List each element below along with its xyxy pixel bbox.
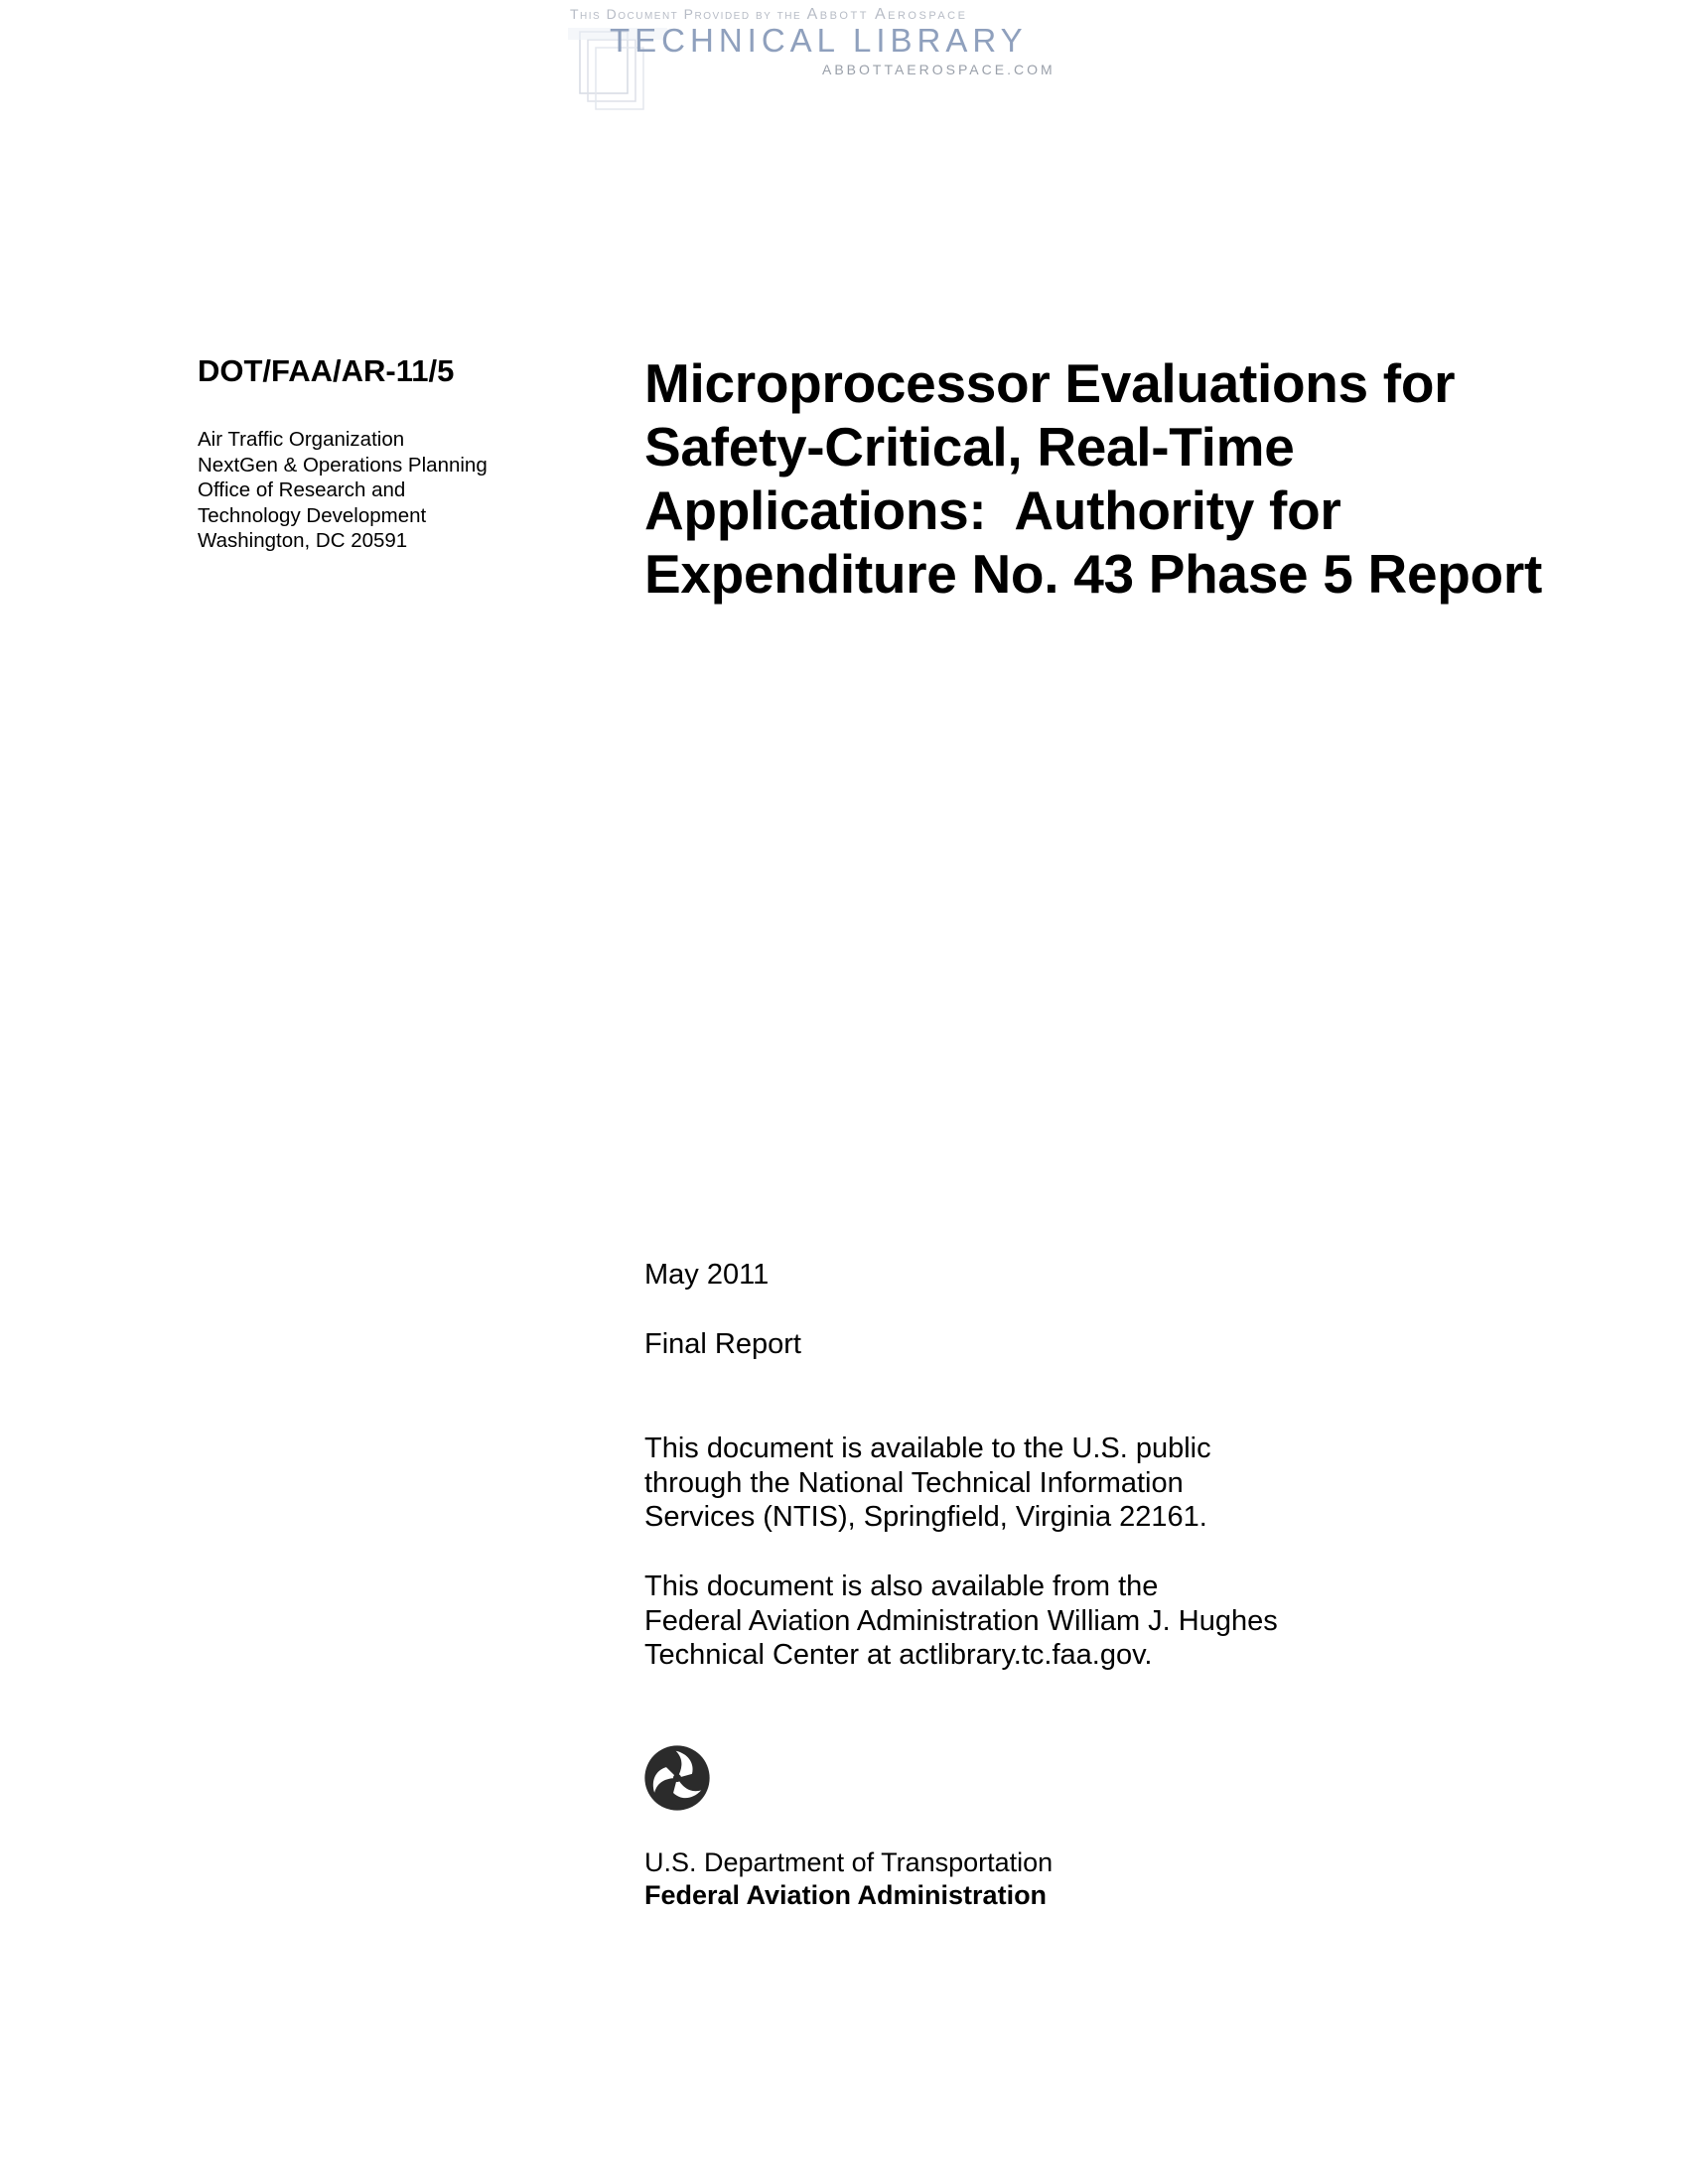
organization-line: Office of Research and: [198, 478, 406, 501]
title-line: Safety-Critical, Real-Time: [644, 416, 1295, 478]
organization-line: Technology Development: [198, 503, 427, 527]
availability-line: This document is available to the U.S. public: [644, 1433, 1211, 1464]
department-block: [644, 1846, 1053, 1912]
dot-triskelion-logo-icon: [643, 1744, 711, 1812]
organization-line: NextGen & Operations Planning: [198, 453, 488, 477]
organization-line: Air Traffic Organization: [198, 428, 405, 451]
report-number: DOT/FAA/AR-11/5: [198, 353, 455, 388]
watermark-brand: Abbott Aerospace: [806, 6, 968, 23]
agency-name: Federal Aviation Administration: [644, 1880, 1048, 1910]
title-line: Microprocessor Evaluations for: [644, 352, 1456, 414]
availability-line: Federal Aviation Administration William J. Hughes: [644, 1604, 1278, 1637]
availability-line: Services (NTIS), Springfield, Virginia 22161.: [644, 1501, 1207, 1533]
availability-line: Technical Center at actlibrary.tc.faa.gov.: [644, 1639, 1153, 1671]
organization-address: [198, 427, 488, 554]
availability-faa: [644, 1570, 1278, 1673]
organization-line: Washington, DC 20591: [198, 529, 408, 552]
watermark-prefix: This Document Provided by the: [570, 6, 802, 22]
title-line: Applications: Authority for: [644, 479, 1341, 541]
watermark-header: [566, 4, 1082, 113]
availability-ntis: [644, 1432, 1211, 1535]
availability-line: through the National Technical Information: [644, 1466, 1184, 1499]
availability-line: This document is also available from the: [644, 1570, 1159, 1602]
report-title: [644, 351, 1542, 606]
department-name: U.S. Department of Transportation: [644, 1847, 1054, 1877]
report-date: May 2011: [644, 1259, 770, 1291]
title-line: Expenditure No. 43 Phase 5 Report: [644, 543, 1542, 605]
report-type: Final Report: [644, 1328, 801, 1360]
watermark-technical-library: TECHNICAL LIBRARY: [610, 22, 1028, 59]
watermark-website: ABBOTTAEROSPACE.COM: [822, 62, 1055, 77]
